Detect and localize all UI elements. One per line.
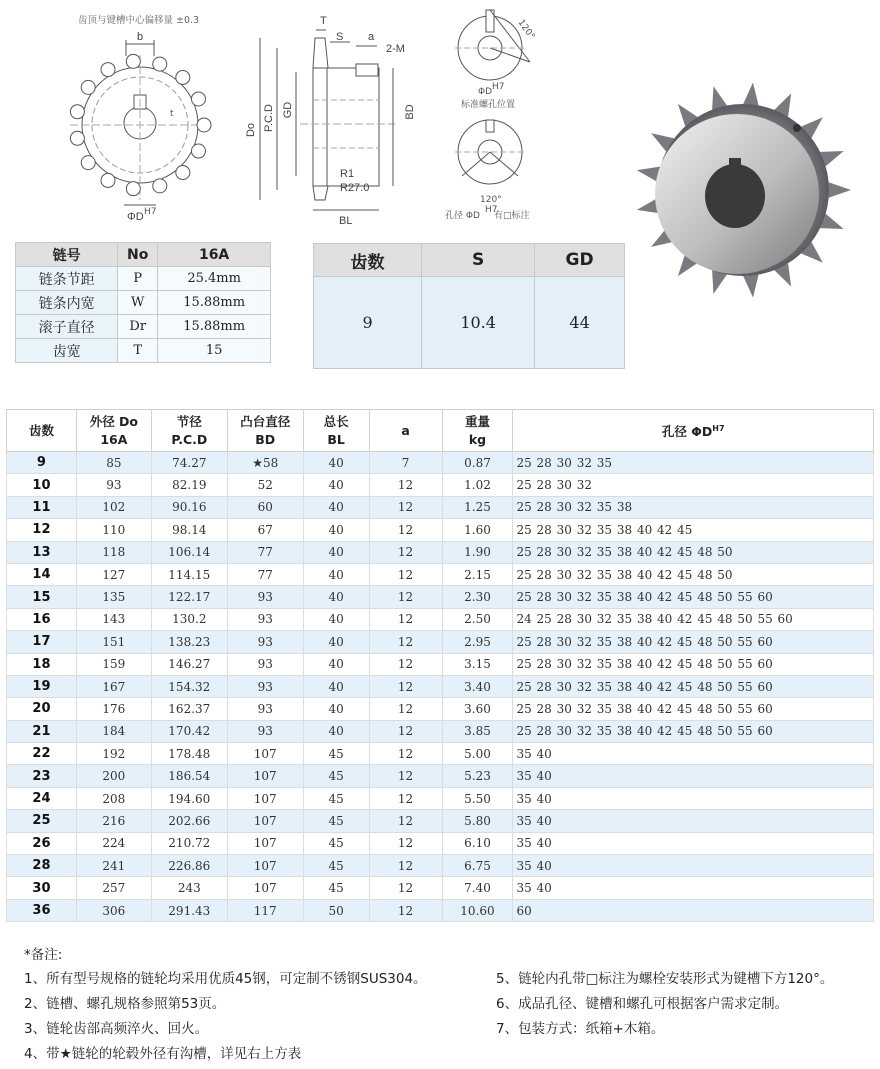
deg-120-b: 120°: [480, 195, 502, 205]
dim-phi-right-sup: H7: [492, 82, 505, 92]
cell-bores: 25 28 30 32 35 38 40 42 45 48 50 55 60: [513, 653, 874, 675]
cell-pcd: 90.16: [151, 496, 227, 518]
cell-weight: 5.23: [442, 765, 513, 787]
caption-bore-sup: H7: [485, 205, 498, 215]
table-row: [7, 765, 874, 787]
cell-outer-diameter: 143: [76, 608, 151, 630]
cell-outer-diameter: 176: [76, 698, 151, 720]
cell-teeth: 25: [7, 810, 77, 832]
table-row: [7, 698, 874, 720]
spec-symbol: Dr: [118, 315, 158, 339]
cell-pcd: 146.27: [151, 653, 227, 675]
cell-weight: 3.15: [442, 653, 513, 675]
groove-teeth-value: 9: [314, 277, 422, 369]
table-row: [7, 519, 874, 541]
table-row: [7, 877, 874, 899]
dim-PCD: P.C.D: [263, 104, 275, 132]
cell-teeth: 10: [7, 474, 77, 496]
cell-weight: 7.40: [442, 877, 513, 899]
cell-outer-diameter: 110: [76, 519, 151, 541]
spec-header-no: No: [118, 243, 158, 267]
dim-phi-left-sup: H7: [144, 207, 157, 217]
cell-weight: 1.25: [442, 496, 513, 518]
cell-teeth: 22: [7, 743, 77, 765]
spec-label: 链条内宽: [16, 291, 118, 315]
cell-weight: 1.02: [442, 474, 513, 496]
cell-weight: 0.87: [442, 452, 513, 474]
cell-a: 12: [369, 586, 442, 608]
cell-bores: 35 40: [513, 877, 874, 899]
cell-boss-diameter: 60: [227, 496, 303, 518]
cell-teeth: 15: [7, 586, 77, 608]
cell-boss-diameter: 107: [227, 877, 303, 899]
cell-teeth: 20: [7, 698, 77, 720]
cell-a: 12: [369, 653, 442, 675]
cell-teeth: 18: [7, 653, 77, 675]
cell-weight: 2.15: [442, 563, 513, 585]
cell-a: 12: [369, 765, 442, 787]
dim-b: b: [137, 31, 144, 43]
cell-boss-diameter: 107: [227, 855, 303, 877]
col-header-weight: 重量 kg: [442, 410, 513, 452]
cell-bores: 24 25 28 30 32 35 38 40 42 45 48 50 55 60: [513, 608, 874, 630]
cell-pcd: 194.60: [151, 787, 227, 809]
cell-pcd: 114.15: [151, 563, 227, 585]
spec-value: 25.4mm: [158, 267, 271, 291]
groove-spec-table: [313, 243, 625, 369]
cell-teeth: 23: [7, 765, 77, 787]
cell-bores: 25 28 30 32 35 38: [513, 496, 874, 518]
cell-pcd: 291.43: [151, 899, 227, 921]
cell-teeth: 14: [7, 563, 77, 585]
notes-section: [24, 943, 874, 1062]
cell-pcd: 154.32: [151, 675, 227, 697]
cell-boss-diameter: 107: [227, 832, 303, 854]
cell-weight: 3.85: [442, 720, 513, 742]
cell-teeth: 13: [7, 541, 77, 563]
col-header-bore: 孔径 $\Phi D^{H7}$: [513, 410, 874, 452]
col-header-bl: 总长 BL: [303, 410, 369, 452]
dim-a: a: [368, 31, 375, 43]
cell-length: 40: [303, 586, 369, 608]
cell-a: 12: [369, 496, 442, 518]
cell-a: 12: [369, 608, 442, 630]
cell-pcd: 82.19: [151, 474, 227, 496]
table-row: [7, 541, 874, 563]
dim-BL: BL: [339, 215, 353, 227]
cell-pcd: 243: [151, 877, 227, 899]
cell-a: 12: [369, 698, 442, 720]
table-row: [7, 653, 874, 675]
dim-M: 2-M: [386, 43, 405, 55]
cell-weight: 2.95: [442, 631, 513, 653]
table-row: [7, 832, 874, 854]
cell-pcd: 170.42: [151, 720, 227, 742]
cell-bores: 35 40: [513, 810, 874, 832]
cell-length: 45: [303, 765, 369, 787]
cell-length: 40: [303, 608, 369, 630]
cell-bores: 25 28 30 32 35 38 40 42 45 48 50: [513, 563, 874, 585]
cell-weight: 3.60: [442, 698, 513, 720]
col-header-do: 外径 Do 16A: [76, 410, 151, 452]
cell-a: 12: [369, 787, 442, 809]
cell-weight: 6.10: [442, 832, 513, 854]
cell-boss-diameter: 117: [227, 899, 303, 921]
cell-bores: 25 28 30 32 35 38 40 42 45 48 50 55 60: [513, 631, 874, 653]
cell-length: 40: [303, 675, 369, 697]
side-view-top-tooth: [313, 38, 328, 68]
cell-outer-diameter: 224: [76, 832, 151, 854]
cell-weight: 1.90: [442, 541, 513, 563]
spec-label: 链条节距: [16, 267, 118, 291]
cell-teeth: 26: [7, 832, 77, 854]
sprocket-tooth: [70, 131, 84, 145]
cell-length: 40: [303, 519, 369, 541]
cell-pcd: 226.86: [151, 855, 227, 877]
sprocket-tooth: [101, 63, 115, 77]
table-row: [7, 608, 874, 630]
cell-bores: 35 40: [513, 787, 874, 809]
cell-a: 12: [369, 519, 442, 541]
cell-boss-diameter: 52: [227, 474, 303, 496]
note-item: 3、链轮齿部高频淬火、回火。: [24, 1021, 209, 1037]
cell-boss-diameter: 93: [227, 586, 303, 608]
note-item: 2、链槽、螺孔规格参照第53页。: [24, 996, 226, 1012]
cell-outer-diameter: 151: [76, 631, 151, 653]
cell-length: 40: [303, 631, 369, 653]
cell-outer-diameter: 102: [76, 496, 151, 518]
spec-symbol: W: [118, 291, 158, 315]
cell-pcd: 106.14: [151, 541, 227, 563]
sprocket-tooth: [101, 173, 115, 187]
cell-outer-diameter: 192: [76, 743, 151, 765]
cell-teeth: 24: [7, 787, 77, 809]
cell-boss-diameter: 93: [227, 720, 303, 742]
cell-pcd: 162.37: [151, 698, 227, 720]
note-item: 1、所有型号规格的链轮均采用优质45钢，可定制不锈钢SUS304。: [24, 971, 427, 987]
cell-boss-diameter: 107: [227, 810, 303, 832]
table-row: [7, 855, 874, 877]
dim-GD: GD: [282, 101, 294, 119]
cell-weight: 6.75: [442, 855, 513, 877]
sprocket-tooth: [153, 57, 167, 71]
sprocket-tooth: [70, 105, 84, 119]
cell-pcd: 130.2: [151, 608, 227, 630]
cell-outer-diameter: 241: [76, 855, 151, 877]
table-row: [7, 563, 874, 585]
notes-title: *备注:: [24, 947, 63, 963]
spec-symbol: T: [118, 339, 158, 363]
cell-weight: 2.50: [442, 608, 513, 630]
cell-pcd: 210.72: [151, 832, 227, 854]
dim-Do: Do: [245, 122, 257, 138]
cell-length: 45: [303, 743, 369, 765]
cell-outer-diameter: 159: [76, 653, 151, 675]
dim-R27: R27.0: [340, 182, 370, 194]
cell-outer-diameter: 306: [76, 899, 151, 921]
cell-pcd: 122.17: [151, 586, 227, 608]
sprocket-tooth: [81, 80, 95, 94]
cell-teeth: 36: [7, 899, 77, 921]
cell-weight: 1.60: [442, 519, 513, 541]
cell-outer-diameter: 93: [76, 474, 151, 496]
spec-label: 滚子直径: [16, 315, 118, 339]
front-view: [70, 40, 210, 205]
cell-outer-diameter: 200: [76, 765, 151, 787]
cell-boss-diameter: 107: [227, 743, 303, 765]
cell-a: 12: [369, 743, 442, 765]
table-row: [7, 586, 874, 608]
cell-teeth: 21: [7, 720, 77, 742]
cell-boss-diameter: 107: [227, 765, 303, 787]
cell-bores: 25 28 30 32 35 38 40 42 45: [513, 519, 874, 541]
cell-weight: 5.00: [442, 743, 513, 765]
cell-boss-diameter: 107: [227, 787, 303, 809]
cell-pcd: 138.23: [151, 631, 227, 653]
cell-bores: 25 28 30 32 35 38 40 42 45 48 50 55 60: [513, 698, 874, 720]
cell-bores: 35 40: [513, 855, 874, 877]
cell-a: 12: [369, 541, 442, 563]
product-photo: [625, 78, 855, 308]
cell-outer-diameter: 216: [76, 810, 151, 832]
cell-bores: 25 28 30 32 35 38 40 42 45 48 50 55 60: [513, 675, 874, 697]
cell-pcd: 178.48: [151, 743, 227, 765]
cell-boss-diameter: 67: [227, 519, 303, 541]
cell-length: 40: [303, 698, 369, 720]
spec-header-chain: 链号: [16, 243, 118, 267]
cell-teeth: 11: [7, 496, 77, 518]
side-view-bottom-tooth: [313, 186, 328, 200]
cell-length: 45: [303, 832, 369, 854]
cell-teeth: 17: [7, 631, 77, 653]
sprocket-tooth: [176, 166, 190, 180]
cell-a: 12: [369, 899, 442, 921]
cell-bores: 25 28 30 32: [513, 474, 874, 496]
table-row: [7, 810, 874, 832]
cell-outer-diameter: 85: [76, 452, 151, 474]
cell-outer-diameter: 184: [76, 720, 151, 742]
cell-bores: 25 28 30 32 35 38 40 42 45 48 50: [513, 541, 874, 563]
deg-120-a: 120°: [515, 17, 537, 42]
cell-a: 12: [369, 563, 442, 585]
cell-a: 12: [369, 877, 442, 899]
dim-BD: BD: [404, 104, 416, 120]
side-view: [260, 30, 395, 210]
cell-length: 50: [303, 899, 369, 921]
cell-length: 45: [303, 810, 369, 832]
col-header-pcd: 节径 P.C.D: [151, 410, 227, 452]
cell-bores: 35 40: [513, 743, 874, 765]
detail-view-bottom: [455, 120, 525, 184]
cell-length: 40: [303, 653, 369, 675]
dim-phi-right: ΦD: [478, 87, 493, 97]
table-row: [7, 899, 874, 921]
cell-boss-diameter: 93: [227, 608, 303, 630]
sprocket-tooth: [81, 156, 95, 170]
table-row: [7, 474, 874, 496]
cell-outer-diameter: 127: [76, 563, 151, 585]
sprocket-tooth: [176, 70, 190, 84]
groove-s-value: 10.4: [422, 277, 535, 369]
cell-bores: 25 28 30 32 35 38 40 42 45 48 50 55 60: [513, 720, 874, 742]
spec-value: 15: [158, 339, 271, 363]
cell-teeth: 9: [7, 452, 77, 474]
cell-length: 45: [303, 877, 369, 899]
caption-bolt-position: 标准螺孔位置: [461, 100, 516, 110]
cell-teeth: 16: [7, 608, 77, 630]
sprocket-dimension-table: [6, 409, 874, 922]
dim-phi-left: ΦD: [127, 211, 144, 223]
spec-value: 15.88mm: [158, 291, 271, 315]
sprocket-tooth: [191, 144, 205, 158]
dim-R1: R1: [340, 168, 355, 180]
dim-T: T: [320, 15, 327, 27]
cell-boss-diameter: ★58: [227, 452, 303, 474]
cell-length: 45: [303, 855, 369, 877]
offset-note: 齿顶与键槽中心偏移量 ±0.3: [78, 15, 200, 26]
spec-label: 齿宽: [16, 339, 118, 363]
cell-a: 12: [369, 631, 442, 653]
cell-a: 12: [369, 855, 442, 877]
cell-weight: 5.50: [442, 787, 513, 809]
chain-spec-table: [15, 242, 271, 363]
cell-a: 7: [369, 452, 442, 474]
note-item: 6、成品孔径、键槽和螺孔可根据客户需求定制。: [496, 996, 789, 1012]
table-row: [7, 675, 874, 697]
note-item: 5、链轮内孔带□标注为螺栓安装形式为键槽下方120°。: [496, 971, 834, 987]
notes-left-column: [24, 967, 427, 1067]
sprocket-tooth: [126, 182, 140, 196]
photo-tooth: [743, 275, 758, 298]
cell-boss-diameter: 77: [227, 541, 303, 563]
cell-length: 40: [303, 496, 369, 518]
cell-boss-diameter: 93: [227, 653, 303, 675]
cell-a: 12: [369, 810, 442, 832]
cell-outer-diameter: 167: [76, 675, 151, 697]
cell-pcd: 98.14: [151, 519, 227, 541]
col-header-teeth: 齿数: [7, 410, 77, 452]
col-header-a: a: [369, 410, 442, 452]
cell-teeth: 28: [7, 855, 77, 877]
cell-teeth: 12: [7, 519, 77, 541]
dim-S: S: [336, 31, 344, 43]
groove-header-s: S: [422, 244, 535, 277]
cell-pcd: 186.54: [151, 765, 227, 787]
table-row: [7, 631, 874, 653]
cell-bores: 60: [513, 899, 874, 921]
spec-value: 15.88mm: [158, 315, 271, 339]
cell-weight: 5.80: [442, 810, 513, 832]
sprocket-tooth: [191, 92, 205, 106]
sprocket-tooth: [126, 54, 140, 68]
cell-outer-diameter: 118: [76, 541, 151, 563]
cell-bores: 25 28 30 32 35 38 40 42 45 48 50 55 60: [513, 586, 874, 608]
groove-header-teeth: 齿数: [314, 244, 422, 277]
cell-a: 12: [369, 675, 442, 697]
cell-a: 12: [369, 474, 442, 496]
table-row: [7, 787, 874, 809]
cell-boss-diameter: 77: [227, 563, 303, 585]
cell-length: 40: [303, 720, 369, 742]
cell-pcd: 74.27: [151, 452, 227, 474]
cell-outer-diameter: 257: [76, 877, 151, 899]
cell-length: 40: [303, 563, 369, 585]
caption-bore: 孔径 ΦD: [445, 211, 480, 221]
note-item: 7、包装方式：纸箱+木箱。: [496, 1021, 665, 1037]
cell-bores: 35 40: [513, 832, 874, 854]
sprocket-tooth: [153, 179, 167, 193]
table-row: [7, 496, 874, 518]
cell-weight: 2.30: [442, 586, 513, 608]
note-item: 4、带★链轮的轮毂外径有沟槽，详见右上方表: [24, 1046, 302, 1062]
sprocket-tooth: [197, 118, 211, 132]
notes-right-column: [496, 967, 833, 1042]
photo-tooth: [743, 82, 758, 105]
groove-gd-value: 44: [535, 277, 625, 369]
cell-length: 40: [303, 541, 369, 563]
cell-pcd: 202.66: [151, 810, 227, 832]
cell-length: 40: [303, 452, 369, 474]
cell-length: 40: [303, 474, 369, 496]
groove-header-gd: GD: [535, 244, 625, 277]
cell-boss-diameter: 93: [227, 631, 303, 653]
dim-t: t: [170, 109, 174, 119]
cell-weight: 10.60: [442, 899, 513, 921]
table-body: [7, 452, 874, 922]
cell-weight: 3.40: [442, 675, 513, 697]
photo-tooth: [829, 182, 851, 197]
spec-header-16a: 16A: [158, 243, 271, 267]
table-row: [7, 452, 874, 474]
table-row: [7, 720, 874, 742]
cell-a: 12: [369, 832, 442, 854]
cell-teeth: 19: [7, 675, 77, 697]
table-row: [7, 743, 874, 765]
cell-outer-diameter: 208: [76, 787, 151, 809]
cell-a: 12: [369, 720, 442, 742]
cell-bores: 25 28 30 32 35: [513, 452, 874, 474]
caption-bore-tail: 有□标注: [494, 211, 530, 221]
cell-boss-diameter: 93: [227, 675, 303, 697]
cell-length: 45: [303, 787, 369, 809]
cell-bores: 35 40: [513, 765, 874, 787]
table-header-row: [7, 410, 874, 452]
col-header-bd: 凸台直径 BD: [227, 410, 303, 452]
spec-symbol: P: [118, 267, 158, 291]
cell-outer-diameter: 135: [76, 586, 151, 608]
cell-teeth: 30: [7, 877, 77, 899]
cell-boss-diameter: 93: [227, 698, 303, 720]
